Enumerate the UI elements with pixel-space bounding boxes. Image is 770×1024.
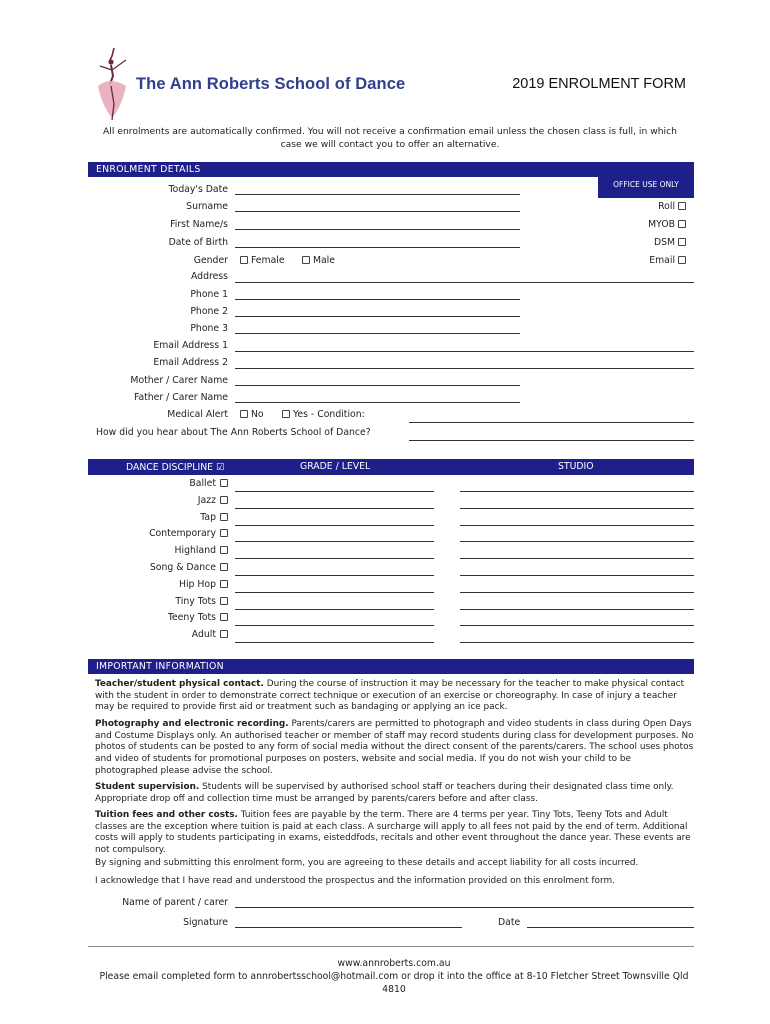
medical-no-label: No: [250, 409, 264, 420]
discipline-label: Adult: [191, 629, 216, 641]
surname-field[interactable]: [235, 211, 520, 212]
footer-divider: [88, 946, 694, 947]
discipline-label: Highland: [174, 545, 216, 557]
discipline-label: Hip Hop: [178, 578, 216, 590]
school-name: The Ann Roberts School of Dance: [136, 75, 406, 93]
col-discipline: DANCE DISCIPLINE ☑: [126, 462, 225, 473]
enrolment-section-header: ENROLMENT DETAILS: [88, 162, 694, 177]
info-p2-title: Photography and electronic recording.: [95, 719, 289, 729]
studio-field[interactable]: [460, 642, 694, 643]
info-physical-contact: [95, 679, 695, 714]
heard-about-label: How did you hear about The Ann Roberts School of Dance?: [96, 427, 371, 438]
discipline-row[interactable]: [88, 629, 228, 640]
email2-field[interactable]: [235, 368, 694, 369]
mother-field[interactable]: [235, 385, 520, 386]
intro-line-1: All enrolments are automatically confirmed. You will not receive a confirmation email unless the chosen class is full, in which: [103, 126, 677, 137]
father-label: Father / Carer Name: [133, 392, 228, 403]
female-label: Female: [250, 255, 285, 266]
col-grade: GRADE / LEVEL: [300, 461, 371, 472]
discipline-label: Jazz: [197, 494, 216, 506]
parent-name-field[interactable]: [235, 907, 694, 908]
office-myob-checkbox[interactable]: [678, 220, 686, 228]
office-dsm-label: DSM: [653, 237, 676, 248]
discipline-checkbox[interactable]: [220, 479, 228, 487]
grade-field[interactable]: [235, 609, 434, 610]
phone3-field[interactable]: [235, 333, 520, 334]
info-p3-text: Students will be supervised by authorised school staff or teachers during their designated class time only. Appropriate drop off and collection time must be arranged by parents/carers before and after class.: [95, 782, 674, 804]
gender-male-option[interactable]: [302, 255, 335, 266]
todays-date-field[interactable]: [235, 194, 520, 195]
email1-field[interactable]: [235, 351, 694, 352]
office-dsm-checkbox[interactable]: [678, 238, 686, 246]
important-section-header: IMPORTANT INFORMATION: [88, 659, 694, 674]
dob-label: Date of Birth: [168, 237, 228, 248]
discipline-row[interactable]: [88, 495, 228, 506]
discipline-label: Contemporary: [149, 528, 216, 540]
discipline-checkbox[interactable]: [220, 597, 228, 605]
grade-field[interactable]: [235, 541, 434, 542]
first-names-field[interactable]: [235, 229, 520, 230]
grade-field[interactable]: [235, 625, 434, 626]
info-p1-text: During the course of instruction it may be necessary for the teacher to make physical contact with the student in order to demonstrate correct technique or execution of an exercise or choreography. In case of injury a teacher may be required to provide first aid or treatment such as bandaging or applying an ice pack.: [95, 679, 685, 713]
mother-label: Mother / Carer Name: [130, 375, 228, 386]
date-label: Date: [498, 917, 521, 928]
medical-no-checkbox[interactable]: [240, 410, 248, 418]
office-myob[interactable]: [606, 219, 686, 230]
footer-website[interactable]: www.annroberts.com.au: [337, 958, 451, 969]
discipline-label: Song & Dance: [149, 562, 216, 573]
info-supervision: [95, 782, 695, 805]
address-field[interactable]: [235, 282, 694, 283]
info-acknowledge: I acknowledge that I have read and understood the prospectus and the information provided on this enrolment form.: [95, 876, 615, 886]
discipline-row[interactable]: [88, 528, 228, 539]
todays-date-label: Today's Date: [168, 184, 228, 195]
gender-female-option[interactable]: [240, 255, 285, 266]
phone2-label: Phone 2: [190, 306, 228, 317]
studio-field[interactable]: [460, 625, 694, 626]
studio-field[interactable]: [460, 541, 694, 542]
discipline-label: Tap: [200, 511, 216, 523]
discipline-checkbox[interactable]: [220, 580, 228, 588]
info-p4-title: Tuition fees and other costs.: [95, 810, 238, 820]
form-title: 2019 ENROLMENT FORM: [512, 76, 686, 92]
info-p1-title: Teacher/student physical contact.: [95, 679, 264, 689]
medical-label: Medical Alert: [167, 409, 228, 420]
signature-label: Signature: [183, 917, 228, 928]
signature-field[interactable]: [235, 927, 462, 928]
studio-field[interactable]: [460, 558, 694, 559]
discipline-row[interactable]: [88, 478, 228, 489]
medical-yes-label: Yes - Condition:: [292, 409, 365, 420]
discipline-label: Teeny Tots: [167, 612, 216, 624]
discipline-row[interactable]: [88, 596, 228, 607]
office-use-label: OFFICE USE ONLY: [598, 174, 694, 198]
medical-yes-checkbox[interactable]: [282, 410, 290, 418]
phone3-label: Phone 3: [190, 323, 228, 334]
studio-field[interactable]: [460, 491, 694, 492]
office-roll[interactable]: [606, 201, 686, 212]
grade-field[interactable]: [235, 491, 434, 492]
info-agreement: By signing and submitting this enrolment form, you are agreeing to these details and accept liability for all costs incurred.: [95, 858, 639, 868]
phone1-field[interactable]: [235, 299, 520, 300]
office-email-checkbox[interactable]: [678, 256, 686, 264]
studio-field[interactable]: [460, 609, 694, 610]
discipline-checkbox[interactable]: [220, 613, 228, 621]
grade-field[interactable]: [235, 558, 434, 559]
surname-label: Surname: [186, 201, 228, 212]
medical-no-option[interactable]: [240, 409, 264, 420]
female-checkbox[interactable]: [240, 256, 248, 264]
intro-line-2: case we will contact you to offer an alternative.: [280, 138, 500, 150]
office-email[interactable]: [606, 255, 686, 266]
discipline-checkbox[interactable]: [220, 496, 228, 504]
studio-field[interactable]: [460, 592, 694, 593]
father-field[interactable]: [235, 402, 520, 403]
discipline-checkbox[interactable]: [220, 563, 228, 571]
dancer-logo-icon: [92, 46, 136, 122]
signature-date-field[interactable]: [527, 927, 694, 928]
intro-text: [90, 126, 690, 151]
info-p4-text: Tuition fees are payable by the term. There are 4 terms per year. Tiny Tots, Teeny Tots and Adult classes are the exception where tuition is paid at each class. A surcharge will apply to all fees not paid by the end of term. Additional costs will apply to students participating in exams, eisteddfods, recitals and other event throughout the dance year. These events are not compulsory.: [95, 810, 691, 856]
office-myob-label: MYOB: [648, 219, 676, 230]
email1-label: Email Address 1: [153, 340, 228, 351]
studio-field[interactable]: [460, 525, 694, 526]
discipline-row[interactable]: [88, 512, 228, 523]
phone2-field[interactable]: [235, 316, 520, 317]
office-dsm[interactable]: [606, 237, 686, 248]
discipline-row[interactable]: [88, 579, 228, 590]
dob-field[interactable]: [235, 247, 520, 248]
discipline-row[interactable]: [88, 545, 228, 556]
discipline-checkbox[interactable]: [220, 529, 228, 537]
discipline-row[interactable]: [88, 562, 228, 573]
info-p3-title: Student supervision.: [95, 782, 200, 792]
parent-name-label: Name of parent / carer: [122, 897, 228, 908]
grade-field[interactable]: [235, 642, 434, 643]
male-checkbox[interactable]: [302, 256, 310, 264]
discipline-label: Tiny Tots: [175, 595, 216, 607]
col-studio: STUDIO: [558, 461, 594, 472]
office-roll-label: Roll: [658, 201, 676, 212]
discipline-label: Ballet: [189, 478, 216, 489]
email2-label: Email Address 2: [153, 357, 228, 368]
discipline-row[interactable]: [88, 612, 228, 623]
office-email-label: Email: [649, 255, 676, 266]
info-p2-text: Parents/carers are permitted to photograph and video students in class during Open Days and Costume Displays only. An authorised teacher or member of staff may record students during class for development purposes. No photos of students can be posted to any form of social media without the direct consent of the parents/carers. The school uses photos and video of students for promotional purposes on posters, website and social media. If you do not wish your child to be photographed please advise the school.: [95, 719, 694, 776]
male-label: Male: [312, 255, 335, 266]
grade-field[interactable]: [235, 575, 434, 576]
discipline-checkbox[interactable]: [220, 546, 228, 554]
info-fees: [95, 810, 695, 857]
address-label: Address: [190, 271, 228, 282]
grade-field[interactable]: [235, 508, 434, 509]
grade-field[interactable]: [235, 592, 434, 593]
medical-yes-option[interactable]: [282, 409, 365, 420]
studio-field[interactable]: [460, 508, 694, 509]
discipline-checkbox[interactable]: [220, 513, 228, 521]
medical-condition-field[interactable]: [409, 422, 694, 423]
grade-field[interactable]: [235, 525, 434, 526]
info-photography: [95, 719, 695, 778]
heard-about-field[interactable]: [409, 440, 694, 441]
phone1-label: Phone 1: [190, 289, 228, 300]
gender-label: Gender: [193, 255, 228, 266]
first-names-label: First Name/s: [170, 219, 228, 230]
office-roll-checkbox[interactable]: [678, 202, 686, 210]
footer-contact: Please email completed form to annrobertsschool@hotmail.com or drop it into the office at 8-10 Fletcher Street Townsville Qld 4810: [99, 971, 689, 995]
discipline-checkbox[interactable]: [220, 630, 228, 638]
studio-field[interactable]: [460, 575, 694, 576]
